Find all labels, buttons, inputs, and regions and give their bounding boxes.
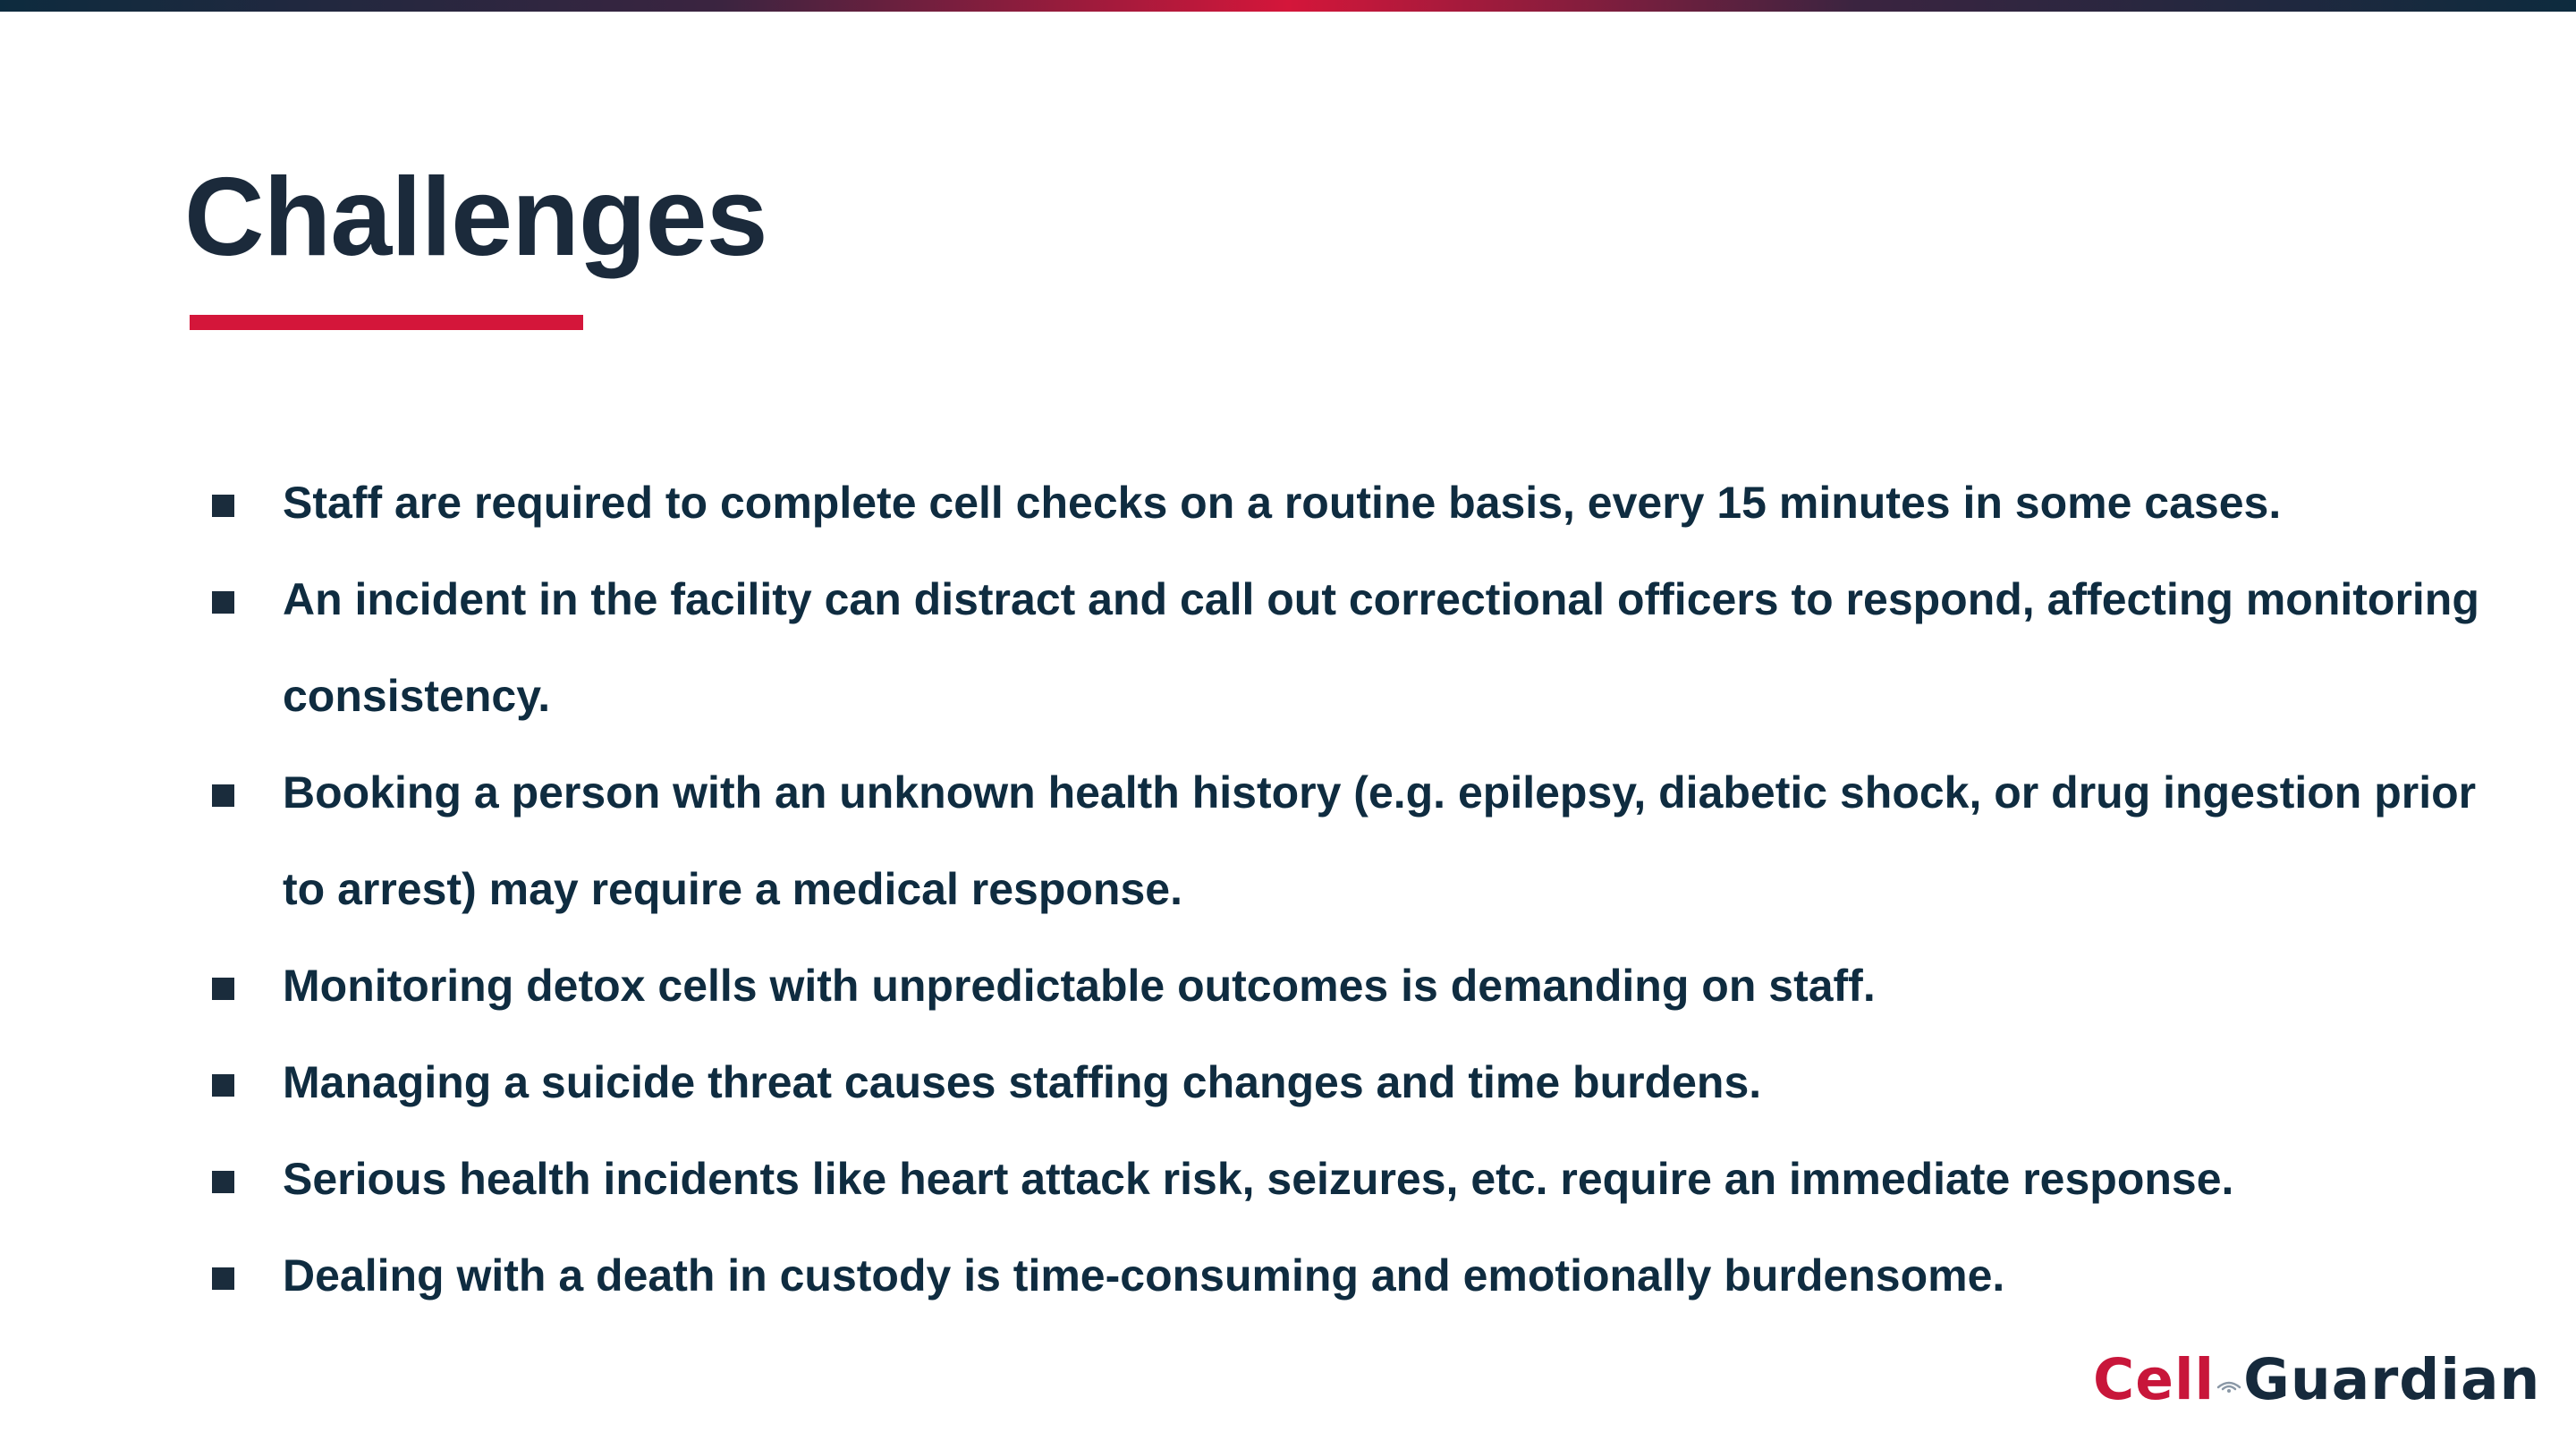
slide-title: Challenges <box>184 156 767 279</box>
square-bullet-icon <box>212 1267 234 1290</box>
logo-text-guardian: Guardian <box>2243 1347 2541 1412</box>
bullet-item <box>208 551 2488 744</box>
square-bullet-icon <box>212 1171 234 1193</box>
wifi-signal-icon <box>2216 1375 2241 1393</box>
square-bullet-icon <box>212 1074 234 1097</box>
bullet-item <box>208 1131 2488 1227</box>
bullet-text: An incident in the facility can distract and call out correctional officers to respond, affecting monitoring consistency. <box>283 574 2479 721</box>
bullet-text: Monitoring detox cells with unpredictable outcomes is demanding on staff. <box>283 961 1876 1011</box>
bullet-list <box>208 454 2488 1324</box>
bullet-text: Serious health incidents like heart attack risk, seizures, etc. require an immediate response. <box>283 1154 2234 1204</box>
top-gradient-bar <box>0 0 2576 12</box>
bullet-item <box>208 937 2488 1034</box>
bullet-text: Staff are required to complete cell checks on a routine basis, every 15 minutes in some cases. <box>283 478 2282 528</box>
title-underline <box>190 315 583 330</box>
square-bullet-icon <box>212 495 234 517</box>
cellguardian-logo <box>2093 1347 2541 1412</box>
bullet-text: Managing a suicide threat causes staffing changes and time burdens. <box>283 1057 1762 1107</box>
bullet-item <box>208 1034 2488 1131</box>
bullet-item <box>208 744 2488 937</box>
bullet-item <box>208 1227 2488 1324</box>
square-bullet-icon <box>212 784 234 807</box>
logo-text-cell: Cell <box>2093 1347 2216 1412</box>
square-bullet-icon <box>212 591 234 614</box>
bullet-item <box>208 454 2488 551</box>
bullet-text: Dealing with a death in custody is time-consuming and emotionally burdensome. <box>283 1250 2005 1301</box>
square-bullet-icon <box>212 978 234 1000</box>
bullet-text: Booking a person with an unknown health history (e.g. epilepsy, diabetic shock, or drug ingestion prior to arrest) may require a medical response. <box>283 767 2477 914</box>
